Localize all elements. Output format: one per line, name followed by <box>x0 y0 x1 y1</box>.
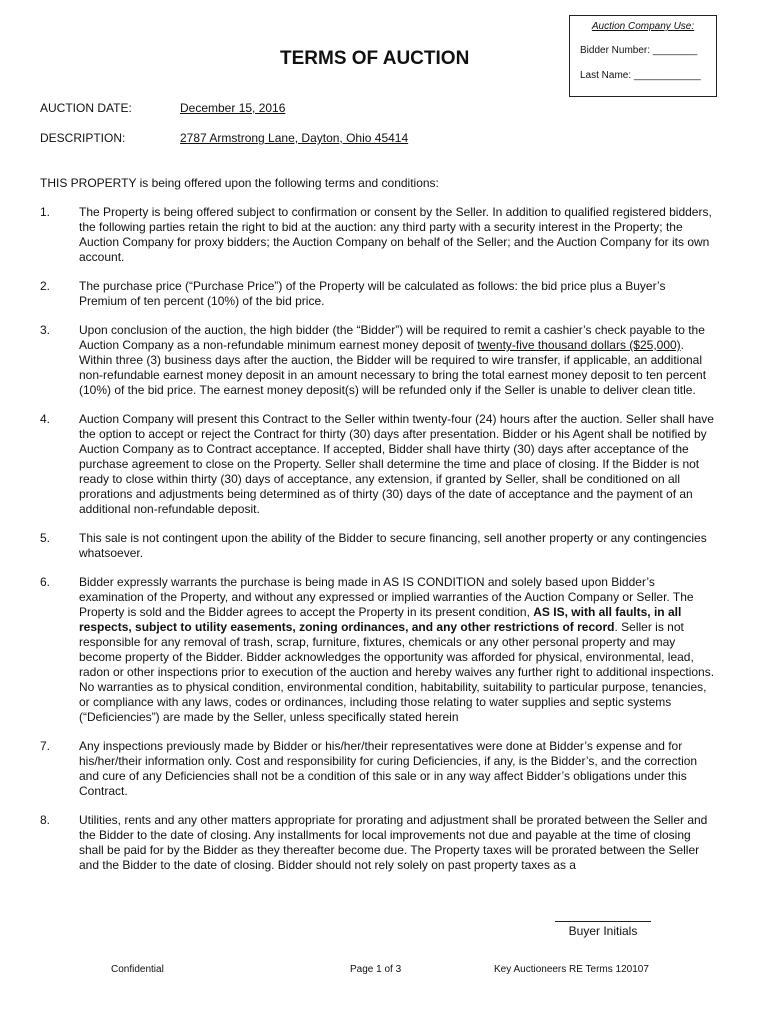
term-text: Any inspections previously made by Bidder or his/her/their representatives were done at Bidder’s expense and for his/her/their information only. Cost and responsibility for curing Deficiencies, if any, is the Bidder’s, and the correction and cure of any Deficiencies shall not be a condition of this sale or in any way affect Bidder’s obligations under this Contract. <box>79 739 698 798</box>
term-number: 4. <box>40 412 51 426</box>
term-text: The purchase price (“Purchase Price”) of the Property will be calculated as follows: the bid price plus a Buyer’s Premium of ten percent (10%) of the bid price. <box>79 279 666 308</box>
description-label: DESCRIPTION: <box>40 131 126 145</box>
term-text: Bidder expressly warrants the purchase is being made in AS IS CONDITION and solely based upon Bidder’s examination of the Property, and without any expressed or implied warranties of the Auction Company or Seller. The Property is sold and the Bidder agrees to accept the Property in its present condition, AS IS, with all faults, in all respects, subject to utility easements, zoning ordinances, and any other restrictions of record. Seller is not responsible for any removal of trash, scrap, furniture, fixtures, chemicals or any other personal property and may become property of the Bidder. Bidder acknowledges the opportunity was afforded for physical, environmental, lead, radon or other inspections prior to execution of the auction and hereby waives any further right to additional inspections. No warranties as to physical condition, environmental condition, habitability, suitability to particular purpose, tenancies, or compliance with any laws, codes or ordinances, including those relating to water supplies and septic systems (“Deficiencies”) are made by the Seller, unless specifically stated herein <box>79 575 715 724</box>
term-text: Utilities, rents and any other matters appropriate for prorating and adjustment shall be prorated between the Seller and the Bidder to the date of closing. Any installments for local improvements not due and payable at the time of closing shall be paid for by the Bidder as they thereafter become due. The Property taxes will be prorated between the Seller and the Bidder to the date of closing. Bidder should not rely solely on past property taxes as a <box>79 813 708 872</box>
term-item-5 <box>40 531 715 561</box>
footer-page-number: Page 1 of 3 <box>350 964 402 975</box>
term-item-4 <box>40 412 715 517</box>
term-text: This sale is not contingent upon the ability of the Bidder to secure financing, sell another property or any contingencies whatsoever. <box>79 531 707 560</box>
term-text: Upon conclusion of the auction, the high bidder (the “Bidder”) will be required to remit a cashier’s check payable to the Auction Company as a non-refundable minimum earnest money deposit of twenty-five thousand dollars ($25,000). Within three (3) business days after the auction, the Bidder will be required to wire transfer, if applicable, an additional non-refundable earnest money deposit in an amount necessary to bring the total earnest money deposit to ten percent (10%) of the bid price. The earnest money deposit(s) will be refunded only if the Seller is unable to deliver clean title. <box>79 323 707 397</box>
bidder-number-field: Bidder Number: ________ <box>580 45 698 56</box>
term-number: 6. <box>40 575 51 589</box>
auction-date-label: AUCTION DATE: <box>40 101 132 115</box>
auction-date-value: December 15, 2016 <box>180 101 286 115</box>
term-item-3 <box>40 323 715 398</box>
buyer-initials-label: Buyer Initials <box>568 924 638 938</box>
document-title: TERMS OF AUCTION <box>280 48 470 69</box>
term-number: 5. <box>40 531 51 545</box>
footer-doc-id: Key Auctioneers RE Terms 120107 <box>494 964 649 975</box>
use-box-header: Auction Company Use: <box>591 21 695 32</box>
term-number: 1. <box>40 205 51 219</box>
as-is-clause: AS IS, with all faults, in all respects, subject to utility easements, zoning ordinances, and any other restrictions of record <box>79 605 682 634</box>
description-value: 2787 Armstrong Lane, Dayton, Ohio 45414 <box>180 131 409 145</box>
intro-text: THIS PROPERTY is being offered upon the following terms and conditions: <box>40 176 439 190</box>
term-item-7 <box>40 739 715 799</box>
buyer-initials-block <box>555 911 651 938</box>
term-item-1 <box>40 205 715 265</box>
term-number: 8. <box>40 813 51 827</box>
term-number: 7. <box>40 739 51 753</box>
term-text: The Property is being offered subject to confirmation or consent by the Seller. In addition to qualified registered bidders, the following parties retain the right to bid at the auction: any third party with a security interest in the Property; the Auction Company for proxy bidders; the Auction Company on behalf of the Seller; and the Auction Company for its own account. <box>79 205 712 264</box>
terms-list <box>40 205 715 887</box>
term-item-6 <box>40 575 715 725</box>
term-number: 3. <box>40 323 51 337</box>
term-item-2 <box>40 279 715 309</box>
term-item-8 <box>40 813 715 873</box>
term-number: 2. <box>40 279 51 293</box>
term-text: Auction Company will present this Contract to the Seller within twenty-four (24) hours after the auction. Seller shall have the option to accept or reject the Contract for thirty (30) days after presentation. Bidder or his Agent shall be notified by Auction Company as to Contract acceptance. If accepted, Bidder shall have thirty (30) days after acceptance of the purchase agreement to close on the Property. Seller shall determine the time and place of closing. If the Bidder is not ready to close within thirty (30) days of acceptance, any extension, if granted by Seller, shall be conditioned on all prorations and adjustments being determined as of thirty (30) days of the date of acceptance and the payment of an additional non-refundable deposit. <box>79 412 714 516</box>
last-name-field: Last Name: ____________ <box>580 70 701 81</box>
auction-company-use-box <box>569 15 717 97</box>
footer-confidential: Confidential <box>111 964 164 975</box>
deposit-amount: twenty-five thousand dollars ($25,000) <box>477 338 681 352</box>
initials-line[interactable] <box>555 911 651 922</box>
